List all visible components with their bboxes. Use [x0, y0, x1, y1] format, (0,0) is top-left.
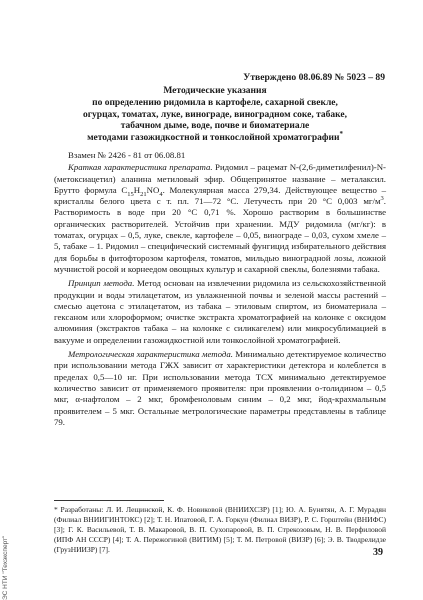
- section-label-metrology: Метрологическая характеристика метода.: [68, 349, 233, 360]
- formula-subscript: 15: [127, 190, 134, 198]
- document-body: [54, 150, 386, 428]
- title-line-4: табачном дыме, воде, почве и биоматериале: [120, 121, 310, 132]
- paragraph-text: . Растворимость в воде при 20 °С 0,71 %. Хорошо растворим в большинстве органических растворителей. Устойчив при хранении. МДУ ридомила (мг/кг): в томатах, огурцах – 0,5, луке, свекле, картофеле – 0,05, винограде – 0,03, сухом хмеле – 5, табаке – 1. Ридомил – специфический системный фунгицид избирательного действия для борьбы в фитофторозом картофеля, томатов, мильдью виноградной лозы, ложной мучнистой росой и корнеедом овощных культур и сахарной свеклы, болезнями табака.: [54, 196, 386, 274]
- title-line-2: по определению ридомила в картофеле, сахарной свекле,: [92, 97, 338, 108]
- document-title: [40, 86, 390, 145]
- paragraph-metrology: [54, 349, 386, 428]
- formula-subscript: 4: [159, 190, 163, 198]
- page-number: 39: [373, 547, 383, 558]
- paragraph-text: H: [133, 184, 141, 195]
- paragraph-text: Метод основан на извлечении ридомила из сельскохозяйственной продукции и воды этилацетатом, из увлажненной почвы и зеленой массы растений – смесью ацетона с этилацетатом, из табака – этиловым спиртом, из биоматериала – гексаном или хлороформом; очистке экстракта хроматографией на колонке с оксидом алюминия (экстрактов табака – на колонке с силикагелем) или микросублимацией в вакууме и определении газожидкостной или тонкослойной хроматографией.: [54, 278, 386, 345]
- title-line-5-text: методами газожидкостной и тонкослойной хроматографии: [87, 133, 340, 144]
- footnote-divider: [54, 500, 164, 501]
- paragraph-text: Минимально детектируемое количество при использовании метода ГЖХ зависит от характеристики детектора и колеблется в пределах 0,5—10 нг. При использовании метода ТСХ минимально детектируемое количество зависит от применяемого проявителя: при проявлении о-толидином – 0,5 мкг, α-нафтолом – 2 мкг, бромфеноловым синим – 0,2 мкг, йод-крахмальным проявителем – 5 мкг. Остальные метрологические параметры представлены в таблице 79.: [54, 349, 387, 427]
- paragraph-text: NO: [146, 184, 160, 195]
- section-label-principle: Принцип метода.: [68, 278, 135, 289]
- paragraph-principle: [54, 278, 386, 346]
- footnote-marker: *: [339, 130, 343, 139]
- formula-subscript: 21: [140, 190, 147, 198]
- paragraph-characteristics: [54, 162, 386, 275]
- paragraph-text: . Молекулярная масса 279,34. Действующее вещество – кристаллы белого цвета с т. пл. 71—72 °С. Летучесть при 20 °С 0,003 мг/м: [54, 184, 386, 207]
- section-label-characteristics: Краткая характеристика препарата.: [68, 162, 213, 173]
- title-line-5: [40, 130, 390, 145]
- footnote: * Разработаны: Л. И. Лещинской, К. Ф. Новиковой (ВНИИХСЗР) [1]; Ю. А. Бунятян, А. Г. Мурадян (Филиал ВНИИГИНТОКС) [2]; Т. Н. Ипатовой, Г. А. Горкун (Филиал ВИЗР), Р. С. Горштейн (ВНИФС) [3]; Г. К. Васильевой, Т. В. Макаровой, В. П. Сухопаровой, В. П. Стрекозовым, Н. В. Перфиловой (ИПФ АН СССР) [4]; Т. А. Пережогиной (ВИТИМ) [5]; Т. М. Петровой (ВИЗР) [6]; Э. В. Тводрелидзе (ГрузНИИЗР) [7].: [54, 505, 386, 554]
- replaces-note: Взамен № 2426 - 81 от 06.08.81: [68, 150, 186, 160]
- approval-line: Утверждено 08.06.89 № 5023 – 89: [243, 72, 385, 83]
- title-line-3: огурцах, томатах, луке, винограде, виноградном соке, табаке,: [82, 109, 347, 120]
- title-line-1: Методические указания: [163, 86, 267, 96]
- side-stamp: ЭС НТИ "Техэксперт": [2, 535, 9, 600]
- unit-superscript: 3: [380, 195, 384, 203]
- paragraph-text: Ридомил – рацемат N-(2,6-диметилфенил)-N-(метоксиацетил) аланина метиловый эфир. Общепринятое название – металаксил. Брутто формула C: [54, 162, 386, 195]
